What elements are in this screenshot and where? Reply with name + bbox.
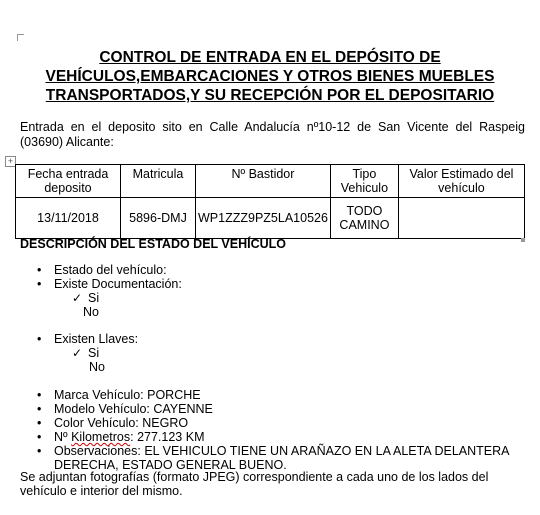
list-item-label bbox=[54, 430, 204, 444]
table-cell: 13/11/2018 bbox=[16, 198, 121, 239]
photos-paragraph: Se adjuntan fotografías (formato JPEG) correspondiente a cada uno de los lados del vehículo e interior del mismo. bbox=[20, 470, 489, 498]
table-move-handle-icon[interactable]: + bbox=[5, 156, 16, 167]
section-title: DESCRIPCIÓN DEL ESTADO DEL VEHÍCULO bbox=[20, 237, 287, 251]
documentacion-no: No bbox=[83, 305, 99, 319]
table-cell: WP1ZZZ9PZ5LA10526 bbox=[196, 198, 331, 239]
bullet-icon: • bbox=[37, 263, 42, 277]
document-title: CONTROL DE ENTRADA EN EL DEPÓSITO DE VEHÍCULOS,EMBARCACIONES Y OTROS BIENES MUEBLES TRANSPORTADOS,Y SU RECEPCIÓN POR EL DEPOSITARIO bbox=[45, 49, 495, 104]
list-item-label: Color Vehículo: NEGRO bbox=[54, 416, 189, 430]
vehicle-entry-table bbox=[15, 164, 525, 239]
documentacion-yes: Si bbox=[88, 291, 100, 305]
table-cell: TODO CAMINO bbox=[330, 198, 398, 239]
bullet-icon: • bbox=[37, 277, 42, 291]
intro-paragraph: Entrada en el deposito sito en Calle Andalucía nº10-12 de San Vicente del Raspeig (03690) Alicante: bbox=[20, 120, 525, 149]
table-header-row bbox=[16, 165, 525, 198]
page-corner-mark bbox=[17, 34, 24, 41]
km-prefix: Nº bbox=[54, 430, 72, 444]
llaves-no: No bbox=[89, 360, 105, 374]
list-item-label: Estado del vehículo: bbox=[54, 263, 167, 277]
km-word: Kilometros bbox=[71, 430, 131, 444]
bullet-icon: • bbox=[37, 444, 42, 458]
bullet-icon: • bbox=[37, 416, 42, 430]
table-header-cell: Tipo Vehiculo bbox=[330, 165, 398, 198]
table-cell: 5896-DMJ bbox=[121, 198, 196, 239]
checkmark-icon: ✓ bbox=[72, 291, 83, 305]
table-header-cell: Nº Bastidor bbox=[196, 165, 331, 198]
table-header-cell: Valor Estimado del vehículo bbox=[398, 165, 524, 198]
table-row bbox=[16, 198, 525, 239]
bullet-icon: • bbox=[37, 402, 42, 416]
table-resize-handle[interactable] bbox=[521, 238, 525, 242]
list-item-label: Existe Documentación: bbox=[54, 277, 182, 291]
bullet-icon: • bbox=[37, 332, 42, 346]
km-value: : 277.123 KM bbox=[130, 430, 205, 444]
list-item-label: Existen Llaves: bbox=[54, 332, 139, 346]
table-header-cell: Fecha entrada deposito bbox=[16, 165, 121, 198]
observaciones-text: Observaciones: EL VEHICULO TIENE UN ARAÑAZO EN LA ALETA DELANTERA DERECHA, ESTADO GENERAL BUENO. bbox=[54, 444, 509, 472]
bullet-icon: • bbox=[37, 388, 42, 402]
list-item-label: Marca Vehículo: PORCHE bbox=[54, 388, 201, 402]
checkmark-icon: ✓ bbox=[72, 346, 83, 360]
list-item-label: Modelo Vehículo: CAYENNE bbox=[54, 402, 213, 416]
table-cell bbox=[398, 198, 524, 239]
table-header-cell: Matricula bbox=[121, 165, 196, 198]
bullet-icon: • bbox=[37, 430, 42, 444]
llaves-yes: Si bbox=[88, 346, 100, 360]
